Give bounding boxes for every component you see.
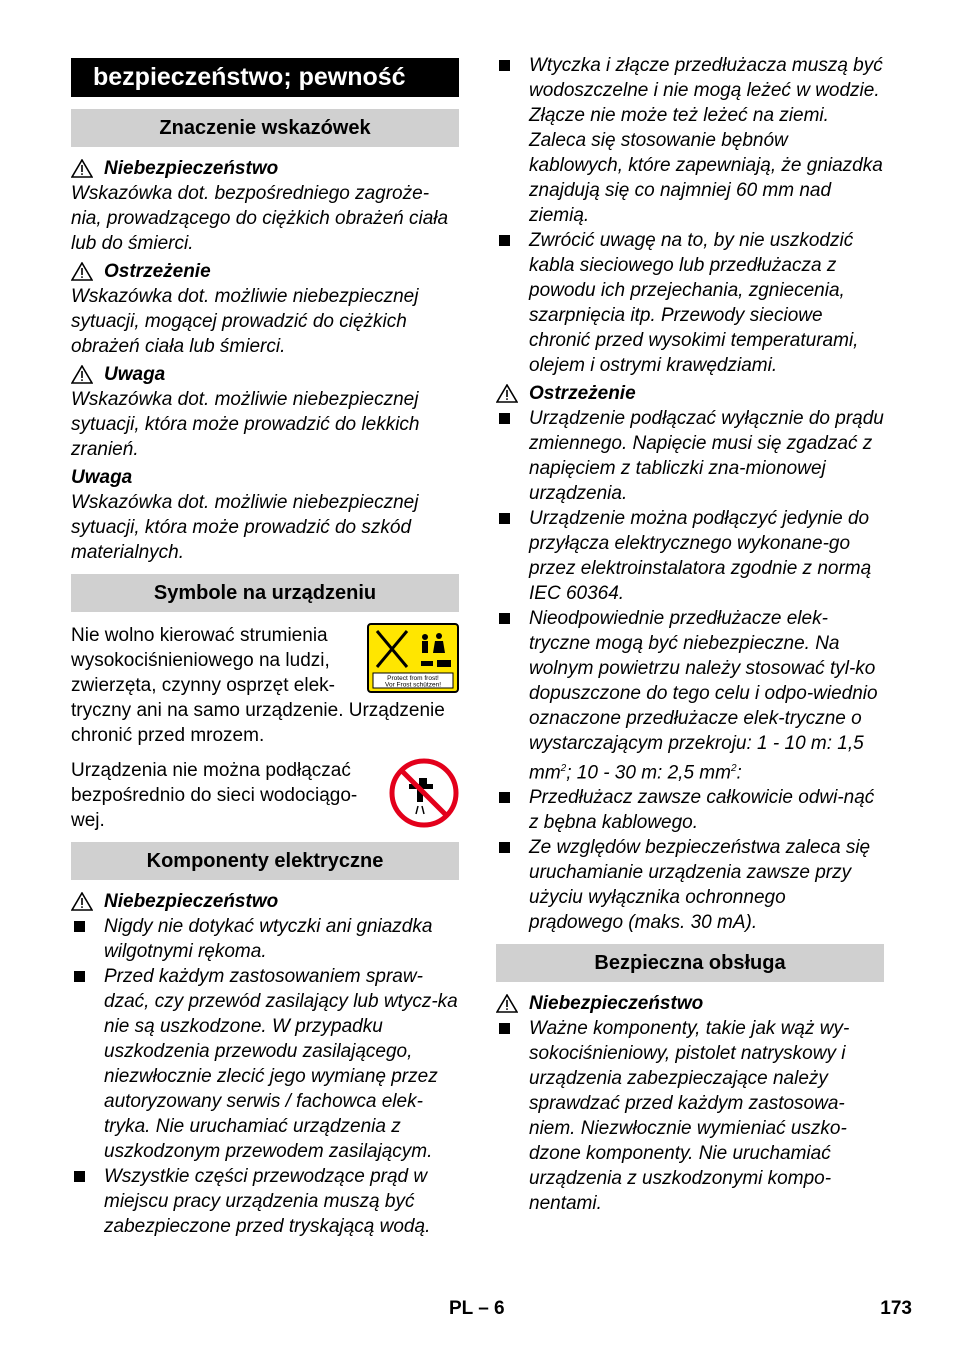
svg-text:Protect from frost!: Protect from frost! [387, 675, 439, 682]
section-heading-hints: Znaczenie wskazówek [71, 109, 459, 147]
caution-label: Uwaga [71, 362, 459, 387]
warning-triangle-icon [71, 159, 93, 178]
symbol-row-no-water [71, 758, 459, 833]
warning-triangle-icon [496, 384, 518, 403]
list-item-extension-cords: Nieodpowiednie przedłużacze elek-tryczne mogą być niebezpieczne. Na wolnym powietrzu należy stosować tyl-ko dopuszczone do tego celu i odpo-wiednio oznaczone przedłużacze elek-tryczne o wystarczającym przekroju: 1 - 10 m: 1,5 $mm^2$; 10 - 30 m: 2,5 $mm^2$: [496, 606, 884, 785]
warning-label: Ostrzeżenie [71, 259, 459, 284]
caution-text: Wskazówka dot. możliwie niebezpiecznej sytuacji, która może prowadzić do lekkich zranień. [71, 389, 420, 460]
cable-list [496, 53, 884, 378]
list-item: Urządzenie można podłączyć jedynie do przyłącza elektrycznego wykonane-go przez elektroinstalatora zgodnie z normą IEC 60364. [496, 506, 884, 606]
right-column [496, 53, 884, 1216]
footer-language-page: PL – 6 [449, 1298, 505, 1319]
symbol-row-frost [71, 623, 459, 698]
safe-operation-danger-label: Niebezpieczeństwo [496, 991, 884, 1016]
page-title: bezpieczeństwo; pewność [71, 58, 459, 97]
section-heading-symbols: Symbole na urządzeniu [71, 574, 459, 612]
list-item: Wszystkie części przewodzące prąd w miejscu pracy urządzenia muszą być zabezpieczone przed tryskającą wodą. [71, 1164, 459, 1239]
electrical-list [71, 914, 459, 1239]
warning-triangle-icon [71, 892, 93, 911]
symbol-frost-text-cont: tryczny ani na samo urządzenie. Urządzenie chronić przed mrozem. [71, 700, 445, 746]
warning-list [496, 406, 884, 935]
note-text: Wskazówka dot. możliwie niebezpiecznej sytuacji, która może prowadzić do szkód materialnych. [71, 492, 419, 563]
list-item: Ze względów bezpieczeństwa zaleca się uruchamianie urządzenia zawsze przy użyciu wyłącznika ochronnego prądowego (maks. 30 mA). [496, 835, 884, 935]
danger-text: Wskazówka dot. bezpośredniego zagroże-nia, prowadzącego do ciężkich obrażeń ciała lub do śmierci. [71, 183, 449, 254]
symbol-no-water-text: Urządzenia nie można podłączać bezpośrednio do sieci wodociągo-wej. [71, 760, 358, 831]
electrical-danger-label: Niebezpieczeństwo [71, 889, 459, 914]
list-item: Przed każdym zastosowaniem spraw-dzać, czy przewód zasilający lub wtycz-ka nie są uszkodzone. W przypadku uszkodzenia przewodu zasilającego, niezwłocznie zlecić jego wymianę przez autoryzowany serwis / fachowca elek-tryka. Nie uruchamiać urządzenia z uszkodzonym przewodem zasilającym. [71, 964, 459, 1164]
warning-triangle-icon [496, 994, 518, 1013]
list-item: Urządzenie podłączać wyłącznie do prądu zmiennego. Napięcie musi się zgadzać z napięciem z tabliczki zna-mionowej urządzenia. [496, 406, 884, 506]
warning-triangle-icon [71, 365, 93, 384]
list-item: Ważne komponenty, takie jak wąż wy-sokociśnieniowy, pistolet natryskowy i urządzenia zabezpieczające należy sprawdzać przed każdym zastosowa-niem. Niezwłocznie wymieniać uszko-dzone komponenty. Nie uruchamiać urządzenia z uszkodzonymi kompo-nentami. [496, 1016, 884, 1216]
no-spray-frost-badge-icon [367, 623, 459, 693]
no-water-supply-icon [389, 758, 459, 828]
danger-label: Niebezpieczeństwo [71, 156, 459, 181]
footer-page-number: 173 [880, 1298, 912, 1319]
list-item: Wtyczka i złącze przedłużacza muszą być wodoszczelne i nie mogą leżeć w wodzie. Złącze nie może też leżeć na ziemi. Zaleca się stosowanie bębnów kablowych, które zapewniają, że gniazdka znajdują się co najmniej 60 mm nad ziemią. [496, 53, 884, 228]
left-column [71, 58, 459, 1239]
list-item: Nigdy nie dotykać wtyczki ani gniazdka wilgotnymi rękoma. [71, 914, 459, 964]
list-item: Zwrócić uwagę na to, by nie uszkodzić kabla sieciowego lub przedłużacza z powodu ich przejechania, zgniecenia, szarpnięcia itp. Przewody sieciowe chronić przed wysokimi temperaturami, olejem i ostrymi krawędziami. [496, 228, 884, 378]
warning-triangle-icon [71, 262, 93, 281]
warning-text: Wskazówka dot. możliwie niebezpiecznej sytuacji, mogącej prowadzić do ciężkich obrażeń ciała lub śmierci. [71, 286, 419, 357]
section-heading-electrical: Komponenty elektryczne [71, 842, 459, 880]
note-label: Uwaga [71, 467, 133, 488]
section-heading-safe-operation: Bezpieczna obsługa [496, 944, 884, 982]
right-warning-label: Ostrzeżenie [496, 381, 884, 406]
svg-text:Vor Frost schützen!: Vor Frost schützen! [385, 681, 441, 689]
symbol-frost-text: Nie wolno kierować strumienia wysokociśnieniowego na ludzi, zwierzęta, czynny osprzęt elek- [71, 625, 335, 696]
safe-operation-list [496, 1016, 884, 1216]
list-item: Przedłużacz zawsze całkowicie odwi-nąć z bębna kablowego. [496, 785, 884, 835]
